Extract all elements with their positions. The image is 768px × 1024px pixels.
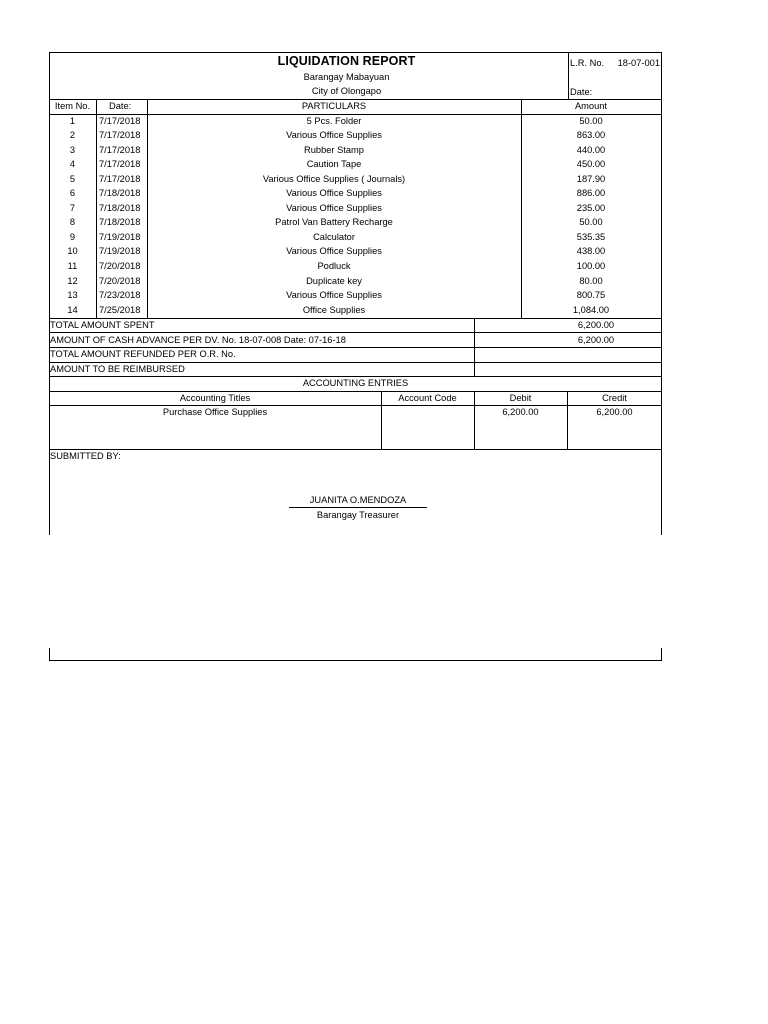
account-code-header: Account Code <box>398 393 457 403</box>
col-divider-particulars-amount <box>521 99 522 318</box>
row-date: 7/18/2018 <box>99 188 141 199</box>
header-amount: Amount <box>574 101 608 111</box>
submitted-by-label: SUBMITTED BY: <box>50 451 121 461</box>
row-particulars: Various Office Supplies <box>286 246 382 257</box>
signatory-position: Barangay Treasurer <box>316 510 400 520</box>
city-name: City of Olongapo <box>311 86 382 96</box>
lr-number-value: 18-07-001 <box>617 58 660 68</box>
row-date: 7/19/2018 <box>99 246 141 257</box>
barangay-name: Barangay Mabayuan <box>303 72 390 82</box>
debit-header: Debit <box>509 393 532 403</box>
row-amount: 440.00 <box>576 144 606 155</box>
row-particulars: Various Office Supplies <box>286 202 382 213</box>
row-date: 7/23/2018 <box>99 290 141 301</box>
accounting-titles-header: Accounting Titles <box>179 393 251 403</box>
accounting-entry-credit: 6,200.00 <box>596 407 633 417</box>
row-amount: 450.00 <box>576 159 606 170</box>
row-date: 7/17/2018 <box>99 144 141 155</box>
lower-frame-bottom <box>49 660 662 661</box>
header-particulars: PARTICULARS <box>301 101 367 111</box>
row-particulars: Various Office Supplies ( Journals) <box>262 173 406 184</box>
row-particulars: Duplicate key <box>306 275 362 286</box>
summary-line-3 <box>49 362 662 363</box>
summary-col-divider <box>474 318 475 376</box>
report-title: LIQUIDATION REPORT <box>277 54 416 68</box>
row-item-no: 13 <box>67 290 78 301</box>
row-amount: 100.00 <box>576 261 606 271</box>
row-particulars: Calculator <box>313 231 355 242</box>
accounting-entry-debit: 6,200.00 <box>502 407 539 417</box>
row-amount: 1,084.00 <box>572 304 610 315</box>
row-date: 7/18/2018 <box>99 217 141 228</box>
row-item-no: 11 <box>67 261 78 271</box>
header-date: Date: <box>109 101 132 111</box>
row-particulars: Office Supplies <box>302 304 366 315</box>
accounting-bottom-line <box>49 449 662 450</box>
accounting-entry-title: Purchase Office Supplies <box>162 407 268 417</box>
row-item-no: 10 <box>67 246 78 257</box>
row-date: 7/17/2018 <box>99 159 141 170</box>
refunded-label: TOTAL AMOUNT REFUNDED PER O.R. No. <box>50 349 236 359</box>
row-amount: 438.00 <box>576 246 606 257</box>
table-header-top-line <box>49 99 662 100</box>
table-header-bottom-line <box>49 114 662 115</box>
cash-advance-value: 6,200.00 <box>577 335 615 345</box>
row-particulars: Various Office Supplies <box>286 290 382 301</box>
credit-header: Credit <box>602 393 627 403</box>
col-divider-item-date <box>96 99 97 318</box>
header-item-no: Item No. <box>54 101 91 111</box>
total-spent-label: TOTAL AMOUNT SPENT <box>50 320 155 330</box>
row-particulars: Podluck <box>317 261 351 271</box>
row-item-no: 14 <box>67 304 78 315</box>
row-amount: 187.90 <box>576 173 606 184</box>
row-amount: 886.00 <box>576 188 606 199</box>
row-date: 7/17/2018 <box>99 173 141 184</box>
row-date: 7/25/2018 <box>99 304 141 315</box>
frame-top-line <box>49 52 662 53</box>
summary-bottom-line <box>49 376 662 377</box>
accounting-heading: ACCOUNTING ENTRIES <box>302 378 409 388</box>
lr-box-divider <box>568 52 569 100</box>
row-item-no: 9 <box>69 231 76 242</box>
signature-line <box>289 507 427 508</box>
row-particulars: Caution Tape <box>306 159 362 170</box>
row-amount: 235.00 <box>576 202 606 213</box>
frame-right-line <box>661 52 662 535</box>
row-item-no: 8 <box>69 217 76 228</box>
row-item-no: 12 <box>67 275 78 286</box>
row-date: 7/19/2018 <box>99 231 141 242</box>
row-date: 7/17/2018 <box>99 115 141 126</box>
row-item-no: 4 <box>69 159 76 170</box>
row-amount: 863.00 <box>576 130 606 141</box>
row-amount: 50.00 <box>579 115 603 126</box>
accounting-cols-line <box>49 405 662 406</box>
row-item-no: 1 <box>69 115 76 126</box>
signatory-name: JUANITA O.MENDOZA <box>309 495 407 505</box>
row-date: 7/20/2018 <box>99 275 141 286</box>
row-particulars: Various Office Supplies <box>286 188 382 199</box>
summary-top-line <box>49 318 662 319</box>
row-amount: 800.75 <box>576 290 606 301</box>
row-particulars: Patrol Van Battery Recharge <box>275 217 393 228</box>
cash-advance-label: AMOUNT OF CASH ADVANCE PER DV. No. 18-07-008 Date: 07-16-18 <box>50 335 346 345</box>
row-date: 7/18/2018 <box>99 202 141 213</box>
row-particulars: Various Office Supplies <box>286 130 382 141</box>
row-date: 7/20/2018 <box>99 261 141 271</box>
row-amount: 50.00 <box>579 217 603 228</box>
row-item-no: 3 <box>69 144 76 155</box>
row-item-no: 7 <box>69 202 76 213</box>
row-amount: 535.35 <box>576 231 606 242</box>
row-item-no: 5 <box>69 173 76 184</box>
row-item-no: 2 <box>69 130 76 141</box>
summary-line-2 <box>49 347 662 348</box>
summary-line-1 <box>49 332 662 333</box>
row-particulars: 5 Pcs. Folder <box>306 115 362 126</box>
accounting-header-line <box>49 391 662 392</box>
reimbursed-label: AMOUNT TO BE REIMBURSED <box>50 364 185 374</box>
lr-number-label: L.R. No. <box>570 58 605 68</box>
row-item-no: 6 <box>69 188 76 199</box>
row-amount: 80.00 <box>579 275 603 286</box>
total-spent-value: 6,200.00 <box>577 320 615 330</box>
row-particulars: Rubber Stamp <box>304 144 364 155</box>
row-date: 7/17/2018 <box>99 130 141 141</box>
report-date-label: Date: <box>570 87 593 97</box>
